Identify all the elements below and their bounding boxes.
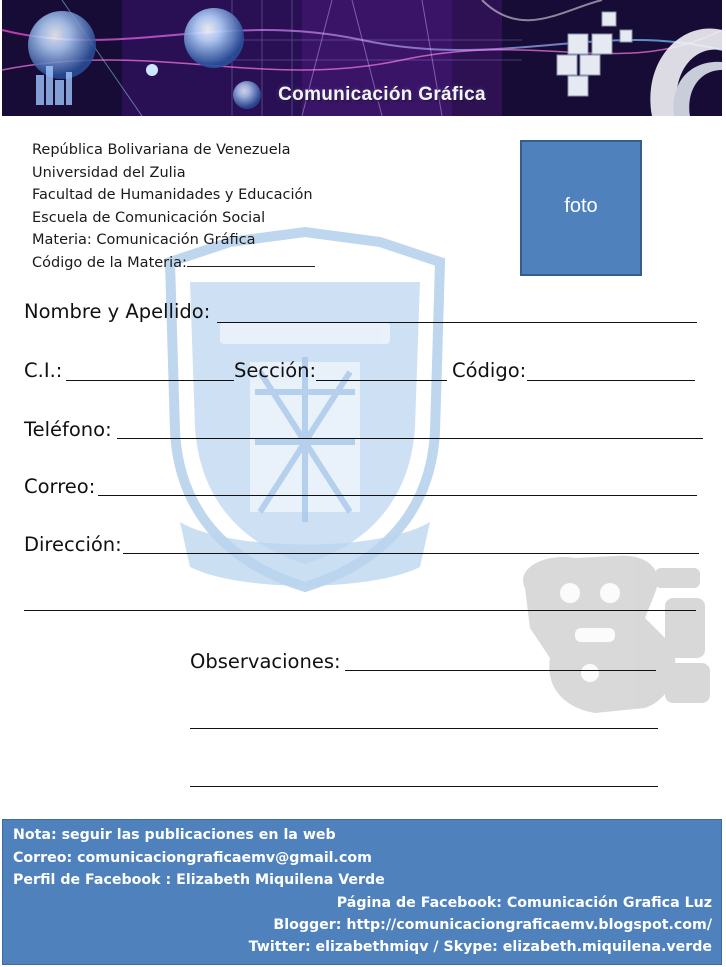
phone-label: Teléfono: [24,418,112,441]
observations-field-line-3[interactable] [190,786,658,787]
institution-header [32,139,315,275]
footer-twitter-skype[interactable]: Twitter: elizabethmiqv / Skype: elizabeth.miquilena.verde [248,939,712,955]
observations-field-line-2[interactable] [190,728,658,729]
observations-field-line[interactable] [345,670,656,671]
code-field-line[interactable] [527,380,695,381]
institution-line-school: Escuela de Comunicación Social [32,209,266,226]
institution-line-subject: Materia: Comunicación Gráfica [32,232,256,249]
address-field-line[interactable] [123,553,699,554]
photo-label: foto [564,194,598,217]
ci-field-line[interactable] [66,380,234,381]
contact-footer [2,819,722,965]
section-field-line[interactable] [316,380,447,381]
subject-code-label: Código de la Materia: [32,254,187,271]
name-field-line[interactable] [217,322,697,323]
glyph-watermark [505,548,715,718]
header-banner [2,0,722,116]
address-field-line-2[interactable] [24,610,696,611]
phone-field-line[interactable] [117,438,703,439]
observations-label: Observaciones: [190,650,341,673]
email-field-line[interactable] [98,495,697,496]
email-label: Correo: [24,475,96,498]
institution-line-faculty: Facultad de Humanidades y Educación [32,187,313,204]
banner-title: Comunicación Gráfica [278,84,486,105]
ci-label: C.I.: [24,359,63,382]
subject-code-blank[interactable] [187,252,315,267]
institution-line-subject-code [32,252,315,275]
section-label: Sección: [234,359,317,382]
footer-blogger[interactable]: Blogger: http://comunicaciongraficaemv.blogspot.com/ [273,917,712,933]
footer-email[interactable]: Correo: comunicaciongraficaemv@gmail.com [13,850,372,866]
name-label: Nombre y Apellido: [24,300,211,323]
footer-facebook-page[interactable]: Página de Facebook: Comunicación Grafica Luz [336,895,712,911]
footer-facebook-profile[interactable]: Perfil de Facebook : Elizabeth Miquilena Verde [13,872,385,888]
footer-note: Nota: seguir las publicaciones en la web [13,827,336,843]
address-label: Dirección: [24,533,122,556]
university-seal-watermark [150,222,460,597]
institution-line-country: República Bolivariana de Venezuela [32,142,291,158]
photo-placeholder[interactable] [520,140,642,276]
institution-line-university: Universidad del Zulia [32,164,186,181]
code-label: Código: [452,359,527,382]
